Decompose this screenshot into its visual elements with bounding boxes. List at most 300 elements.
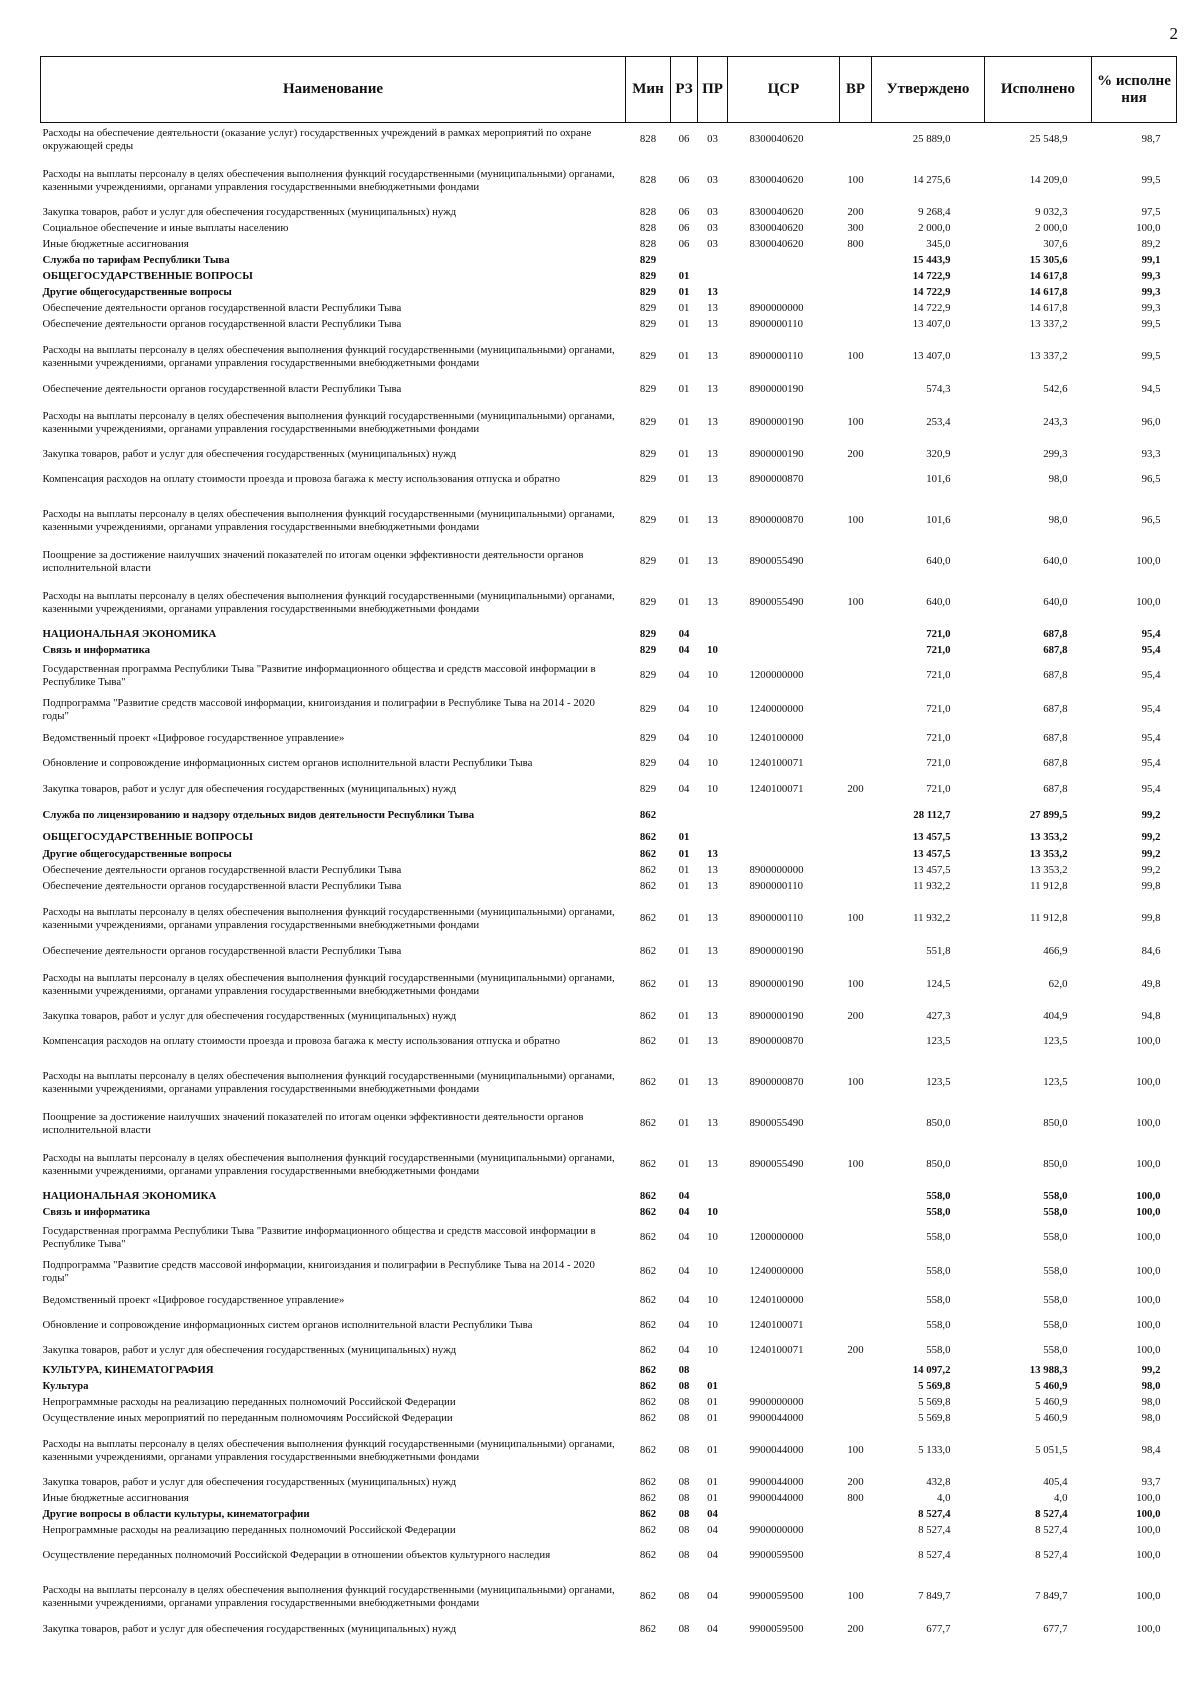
cell-approved: 2 000,0 [918, 222, 951, 234]
cell-min: 828 [639, 206, 657, 218]
cell-approved: 721,0 [926, 732, 951, 744]
cell-rz: 01 [678, 350, 690, 362]
cell-name: Другие общегосударственные вопросы [42, 286, 232, 298]
cell-min: 862 [639, 1508, 657, 1520]
cell-vr: 100 [847, 416, 864, 428]
cell-approved: 558,0 [926, 1206, 951, 1218]
cell-pr: 13 [707, 514, 718, 526]
cell-executed: 687,8 [1043, 732, 1068, 744]
cell-executed: 2 000,0 [1035, 222, 1068, 234]
cell-name: Обеспечение деятельности органов государственной власти Республики Тыва [42, 302, 402, 314]
cell-name: Расходы на выплаты персоналу в целях обеспечения выполнения функций государственными (муниципальными) органами, казенными учреждениями, органами управления государственными внебюджетными фондами [42, 1151, 615, 1177]
cell-name: Другие общегосударственные вопросы [42, 848, 232, 860]
cell-percent: 100,0 [1136, 555, 1161, 567]
cell-vr: 300 [847, 222, 864, 234]
cell-approved: 320,9 [926, 448, 951, 460]
cell-rz: 08 [678, 1623, 690, 1635]
cell-pr: 13 [707, 978, 718, 990]
cell-name: Закупка товаров, работ и услуг для обеспечения государственных (муниципальных) нужд [42, 1476, 457, 1488]
cell-executed: 558,0 [1043, 1344, 1068, 1356]
cell-percent: 95,4 [1141, 757, 1161, 769]
cell-percent: 93,3 [1141, 448, 1161, 460]
cell-rz: 01 [678, 912, 690, 924]
cell-rz: 01 [678, 945, 690, 957]
cell-csr: 8900000870 [749, 1035, 804, 1047]
table-row [41, 879, 1177, 895]
cell-vr [840, 659, 872, 693]
table-row [41, 579, 1177, 627]
cell-approved: 4,0 [937, 1492, 951, 1504]
cell-executed: 15 305,6 [1029, 254, 1068, 266]
cell-rz: 06 [678, 222, 690, 234]
cell-name: Обеспечение деятельности органов государственной власти Республики Тыва [42, 945, 402, 957]
cell-name: Расходы на выплаты персоналу в целях обеспечения выполнения функций государственными (муниципальными) органами, казенными учреждениями, органами управления государственными внебюджетными фондами [42, 589, 615, 615]
cell-min: 862 [639, 1035, 657, 1047]
cell-csr: 8900055490 [749, 596, 804, 608]
cell-csr: 8900000110 [749, 912, 804, 924]
cell-executed: 8 527,4 [1035, 1549, 1068, 1561]
cell-name: КУЛЬТУРА, КИНЕМАТОГРАФИЯ [42, 1364, 214, 1376]
cell-vr [840, 1411, 872, 1427]
cell-executed: 687,8 [1043, 628, 1068, 640]
table-row [41, 1363, 1177, 1379]
cell-name: Закупка товаров, работ и услуг для обеспечения государственных (муниципальных) нужд [42, 1623, 457, 1635]
cell-approved: 13 457,5 [912, 848, 951, 860]
cell-executed: 8 527,4 [1035, 1524, 1068, 1536]
cell-approved: 123,5 [926, 1035, 951, 1047]
cell-min: 862 [639, 831, 657, 843]
table-row [41, 317, 1177, 333]
cell-approved: 5 569,8 [918, 1380, 951, 1392]
cell-rz: 04 [678, 1231, 690, 1243]
cell-executed: 5 460,9 [1035, 1380, 1068, 1392]
cell-pr: 10 [707, 757, 718, 769]
cell-rz: 04 [678, 703, 690, 715]
cell-vr [840, 1289, 872, 1313]
cell-name: Непрограммные расходы на реализацию переданных полномочий Российской Федерации [42, 1524, 456, 1536]
cell-min: 862 [639, 880, 657, 892]
cell-min: 829 [639, 350, 657, 362]
cell-csr: 8900055490 [749, 555, 804, 567]
cell-csr: 1240100000 [749, 732, 804, 744]
cell-vr [840, 1313, 872, 1339]
cell-executed: 62,0 [1048, 978, 1068, 990]
cell-csr [728, 627, 840, 643]
cell-executed: 404,9 [1043, 1010, 1068, 1022]
table-row [41, 1491, 1177, 1507]
cell-vr [840, 879, 872, 895]
cell-min: 829 [639, 270, 657, 282]
cell-percent: 99,2 [1141, 831, 1161, 843]
table-row [41, 399, 1177, 447]
cell-csr: 8900000870 [749, 514, 804, 526]
cell-name: Расходы на выплаты персоналу в целях обеспечения выполнения функций государственными (муниципальными) органами, казенными учреждениями, органами управления государственными внебюджетными фондами [42, 343, 615, 369]
table-row [41, 727, 1177, 751]
cell-percent: 99,5 [1141, 318, 1161, 330]
cell-percent: 100,0 [1136, 1035, 1161, 1047]
cell-vr [840, 643, 872, 659]
cell-approved: 850,0 [926, 1158, 951, 1170]
cell-executed: 558,0 [1043, 1231, 1068, 1243]
cell-pr [698, 829, 728, 847]
cell-executed: 13 337,2 [1029, 318, 1068, 330]
cell-min: 829 [639, 254, 657, 266]
cell-csr: 9900059500 [749, 1590, 804, 1602]
table-row [41, 301, 1177, 317]
cell-name: ОБЩЕГОСУДАРСТВЕННЫЕ ВОПРОСЫ [42, 270, 253, 282]
cell-csr: 9900044000 [749, 1476, 804, 1488]
cell-csr: 8900000190 [749, 1010, 804, 1022]
header-executed: Исполнено [985, 57, 1092, 123]
cell-csr: 1240100071 [749, 1319, 804, 1331]
cell-executed: 123,5 [1043, 1076, 1068, 1088]
cell-name: Другие вопросы в области культуры, кинематографии [42, 1508, 310, 1520]
cell-min: 829 [639, 783, 657, 795]
cell-approved: 8 527,4 [918, 1524, 951, 1536]
cell-approved: 11 932,2 [913, 912, 951, 924]
cell-min: 862 [639, 1444, 657, 1456]
cell-min: 862 [639, 978, 657, 990]
table-row [41, 285, 1177, 301]
cell-pr: 04 [707, 1524, 718, 1536]
cell-vr: 100 [847, 174, 864, 186]
cell-vr: 200 [847, 1623, 864, 1635]
cell-executed: 98,0 [1048, 514, 1068, 526]
cell-pr: 03 [707, 133, 718, 146]
cell-rz: 01 [678, 448, 690, 460]
cell-csr: 1240000000 [749, 703, 804, 715]
table-row [41, 497, 1177, 545]
cell-percent: 99,2 [1141, 848, 1161, 860]
cell-pr: 01 [707, 1412, 718, 1424]
table-row [41, 895, 1177, 943]
cell-approved: 721,0 [926, 628, 951, 640]
table-row [41, 1523, 1177, 1539]
cell-executed: 5 460,9 [1035, 1396, 1068, 1408]
cell-approved: 558,0 [926, 1319, 951, 1331]
cell-csr: 9900059500 [749, 1623, 804, 1635]
cell-approved: 123,5 [926, 1076, 951, 1088]
cell-percent: 100,0 [1136, 1190, 1161, 1202]
cell-executed: 850,0 [1043, 1158, 1068, 1170]
table-row [41, 1427, 1177, 1475]
cell-name: Обновление и сопровождение информационных систем органов исполнительной власти Республики Тыва [42, 757, 533, 769]
cell-vr [840, 1539, 872, 1573]
cell-approved: 101,6 [926, 473, 951, 485]
cell-pr: 10 [707, 1294, 718, 1306]
cell-rz: 08 [678, 1549, 690, 1561]
cell-pr: 10 [707, 1206, 718, 1218]
cell-pr: 13 [707, 473, 718, 485]
cell-name: Расходы на обеспечение деятельности (оказание услуг) государственных учреждений в рамках мероприятий по охране окружающей среды [42, 126, 592, 152]
cell-pr: 01 [707, 1396, 718, 1408]
cell-csr: 9900044000 [749, 1444, 804, 1456]
cell-vr [840, 1189, 872, 1205]
table-row [41, 1255, 1177, 1289]
table-row [41, 237, 1177, 253]
cell-vr [840, 727, 872, 751]
cell-name: Подпрограмма "Развитие средств массовой информации, книгоиздания и полиграфии в Республике Тыва на 2014 - 2020 годы" [42, 696, 595, 722]
cell-percent: 100,0 [1136, 1076, 1161, 1088]
cell-approved: 558,0 [926, 1231, 951, 1243]
cell-executed: 558,0 [1043, 1206, 1068, 1218]
cell-rz: 01 [678, 978, 690, 990]
cell-csr: 1240100000 [749, 1294, 804, 1306]
table-row [41, 1475, 1177, 1491]
cell-approved: 432,8 [926, 1476, 951, 1488]
cell-approved: 558,0 [926, 1294, 951, 1306]
cell-percent: 96,5 [1141, 473, 1161, 485]
cell-approved: 721,0 [926, 644, 951, 656]
cell-executed: 558,0 [1043, 1294, 1068, 1306]
cell-min: 862 [639, 1524, 657, 1536]
cell-executed: 7 849,7 [1035, 1590, 1068, 1602]
table-row [41, 943, 1177, 961]
cell-executed: 687,8 [1043, 783, 1068, 795]
cell-pr: 13 [707, 912, 718, 924]
cell-csr: 8900000190 [749, 978, 804, 990]
budget-execution-table [40, 56, 1177, 1639]
cell-rz: 04 [678, 757, 690, 769]
cell-vr [840, 463, 872, 497]
cell-executed: 466,9 [1043, 945, 1068, 957]
cell-csr: 1240100071 [749, 1344, 804, 1356]
cell-min: 862 [639, 1319, 657, 1331]
cell-rz: 01 [678, 1158, 690, 1170]
cell-pr: 04 [707, 1508, 718, 1520]
cell-min: 829 [639, 448, 657, 460]
cell-approved: 558,0 [926, 1190, 951, 1202]
cell-rz: 01 [678, 473, 690, 485]
cell-percent: 89,2 [1141, 238, 1161, 250]
cell-rz: 01 [678, 302, 690, 314]
cell-name: Расходы на выплаты персоналу в целях обеспечения выполнения функций государственными (муниципальными) органами, казенными учреждениями, органами управления государственными внебюджетными фондами [42, 1583, 615, 1609]
cell-percent: 99,2 [1141, 809, 1161, 821]
cell-name: Поощрение за достижение наилучших значений показателей по итогам оценки эффективности деятельности органов исполнительной власти [42, 1110, 584, 1136]
cell-min: 862 [639, 1380, 657, 1392]
cell-vr [840, 1507, 872, 1523]
cell-rz: 08 [678, 1524, 690, 1536]
cell-pr: 01 [707, 1492, 718, 1504]
cell-percent: 95,4 [1141, 783, 1161, 795]
cell-csr [728, 643, 840, 659]
cell-pr: 13 [707, 848, 718, 860]
cell-name: Расходы на выплаты персоналу в целях обеспечения выполнения функций государственными (муниципальными) органами, казенными учреждениями, органами управления государственными внебюджетными фондами [42, 1437, 615, 1463]
cell-pr: 10 [707, 703, 718, 715]
cell-rz: 08 [678, 1492, 690, 1504]
cell-pr: 13 [707, 555, 718, 567]
cell-vr: 100 [847, 350, 864, 362]
cell-name: Закупка товаров, работ и услуг для обеспечения государственных (муниципальных) нужд [42, 1010, 457, 1022]
cell-percent: 96,0 [1141, 416, 1161, 428]
cell-name: Поощрение за достижение наилучших значений показателей по итогам оценки эффективности деятельности органов исполнительной власти [42, 548, 584, 574]
cell-min: 862 [639, 864, 657, 876]
cell-approved: 124,5 [926, 978, 951, 990]
cell-min: 862 [639, 1590, 657, 1602]
cell-name: Обеспечение деятельности органов государственной власти Республики Тыва [42, 864, 402, 876]
cell-csr: 8300040620 [749, 174, 804, 186]
cell-min: 862 [639, 848, 657, 860]
table-row [41, 829, 1177, 847]
cell-approved: 11 932,2 [913, 880, 951, 892]
cell-approved: 9 268,4 [918, 206, 951, 218]
cell-min: 829 [639, 732, 657, 744]
cell-approved: 551,8 [926, 945, 951, 957]
cell-pr: 13 [707, 1010, 718, 1022]
cell-pr: 03 [707, 206, 718, 218]
cell-name: Закупка товаров, работ и услуг для обеспечения государственных (муниципальных) нужд [42, 1344, 457, 1356]
cell-pr: 13 [707, 945, 718, 957]
cell-vr [840, 847, 872, 863]
cell-min: 862 [639, 1364, 657, 1376]
cell-approved: 427,3 [926, 1010, 951, 1022]
cell-min: 862 [639, 1476, 657, 1488]
cell-executed: 27 899,5 [1029, 809, 1068, 821]
cell-executed: 13 353,2 [1029, 848, 1068, 860]
cell-vr [840, 301, 872, 317]
cell-min: 828 [639, 238, 657, 250]
cell-percent: 93,7 [1141, 1476, 1161, 1488]
table-row [41, 1339, 1177, 1363]
cell-pr [698, 269, 728, 285]
cell-rz: 04 [678, 1190, 690, 1202]
cell-pr [698, 1189, 728, 1205]
cell-rz: 01 [678, 270, 690, 282]
cell-vr [840, 317, 872, 333]
cell-rz: 04 [678, 669, 690, 681]
cell-vr: 100 [847, 1444, 864, 1456]
cell-approved: 5 133,0 [918, 1444, 951, 1456]
cell-name: Закупка товаров, работ и услуг для обеспечения государственных (муниципальных) нужд [42, 783, 457, 795]
cell-min: 829 [639, 383, 657, 395]
cell-percent: 99,5 [1141, 350, 1161, 362]
cell-name: Расходы на выплаты персоналу в целях обеспечения выполнения функций государственными (муниципальными) органами, казенными учреждениями, органами управления государственными внебюджетными фондами [42, 905, 615, 931]
cell-approved: 640,0 [926, 596, 951, 608]
cell-csr [728, 1363, 840, 1379]
cell-csr: 9900044000 [749, 1412, 804, 1424]
cell-name: Компенсация расходов на оплату стоимости проезда и провоза багажа к месту использования отпуска и обратно [42, 1035, 560, 1047]
cell-executed: 13 353,2 [1029, 831, 1068, 843]
cell-pr: 13 [707, 1076, 718, 1088]
cell-csr: 1240100071 [749, 783, 804, 795]
cell-rz: 06 [678, 133, 690, 146]
table-row [41, 1009, 1177, 1025]
cell-percent: 95,4 [1141, 669, 1161, 681]
cell-csr [728, 269, 840, 285]
cell-vr: 200 [847, 783, 864, 795]
cell-percent: 100,0 [1136, 1206, 1161, 1218]
table-row [41, 1395, 1177, 1411]
cell-percent: 99,3 [1141, 302, 1161, 314]
table-row [41, 1221, 1177, 1255]
cell-pr: 10 [707, 1231, 718, 1243]
cell-executed: 123,5 [1043, 1035, 1068, 1047]
cell-vr [840, 863, 872, 879]
table-row [41, 777, 1177, 803]
cell-vr: 200 [847, 448, 864, 460]
cell-executed: 14 617,8 [1029, 286, 1068, 298]
cell-executed: 13 337,2 [1029, 350, 1068, 362]
cell-name: Подпрограмма "Развитие средств массовой информации, книгоиздания и полиграфии в Республике Тыва на 2014 - 2020 годы" [42, 1258, 595, 1284]
cell-rz: 01 [678, 318, 690, 330]
cell-min: 829 [639, 473, 657, 485]
table-row [41, 693, 1177, 727]
cell-csr [728, 1507, 840, 1523]
cell-pr: 13 [707, 286, 718, 298]
header-approved: Утверждено [872, 57, 985, 123]
cell-approved: 13 407,0 [912, 350, 951, 362]
cell-name: Обновление и сопровождение информационных систем органов исполнительной власти Республики Тыва [42, 1319, 533, 1331]
cell-vr [840, 627, 872, 643]
cell-vr [840, 1523, 872, 1539]
cell-approved: 721,0 [926, 703, 951, 715]
cell-csr: 8900000000 [749, 864, 804, 876]
cell-executed: 14 617,8 [1029, 302, 1068, 314]
cell-rz: 04 [678, 1206, 690, 1218]
cell-rz: 08 [678, 1590, 690, 1602]
cell-approved: 14 275,6 [912, 174, 951, 186]
cell-pr: 10 [707, 1319, 718, 1331]
cell-min: 862 [639, 1231, 657, 1243]
cell-executed: 405,4 [1043, 1476, 1068, 1488]
cell-min: 829 [639, 628, 657, 640]
cell-approved: 7 849,7 [918, 1590, 951, 1602]
cell-pr: 03 [707, 238, 718, 250]
cell-percent: 100,0 [1136, 1492, 1161, 1504]
cell-min: 829 [639, 703, 657, 715]
cell-min: 862 [639, 912, 657, 924]
cell-vr: 100 [847, 912, 864, 924]
cell-vr [840, 693, 872, 727]
cell-vr [840, 1205, 872, 1221]
cell-percent: 95,4 [1141, 703, 1161, 715]
cell-percent: 98,7 [1141, 133, 1161, 146]
header-csr: ЦСР [728, 57, 840, 123]
cell-pr [698, 803, 728, 829]
cell-approved: 721,0 [926, 757, 951, 769]
cell-approved: 253,4 [926, 416, 951, 428]
cell-name: Иные бюджетные ассигнования [42, 238, 189, 250]
cell-name: Обеспечение деятельности органов государственной власти Республики Тыва [42, 318, 402, 330]
cell-executed: 299,3 [1043, 448, 1068, 460]
cell-name: Осуществление переданных полномочий Российской Федерации в отношении объектов культурного наследия [42, 1549, 551, 1561]
cell-pr: 03 [707, 222, 718, 234]
table-row [41, 643, 1177, 659]
table-row [41, 1107, 1177, 1141]
cell-min: 862 [639, 1158, 657, 1170]
cell-min: 862 [639, 1206, 657, 1218]
header-vr: ВР [840, 57, 872, 123]
cell-percent: 99,2 [1141, 1364, 1161, 1376]
cell-pr: 04 [707, 1549, 718, 1561]
cell-executed: 14 617,8 [1029, 270, 1068, 282]
cell-name: Связь и информатика [42, 1206, 151, 1218]
cell-csr: 1200000000 [749, 669, 804, 681]
cell-percent: 95,4 [1141, 732, 1161, 744]
table-row [41, 1313, 1177, 1339]
cell-vr [840, 1395, 872, 1411]
cell-executed: 98,0 [1048, 473, 1068, 485]
cell-executed: 558,0 [1043, 1265, 1068, 1277]
cell-rz: 01 [678, 555, 690, 567]
cell-name: НАЦИОНАЛЬНАЯ ЭКОНОМИКА [42, 1190, 217, 1202]
cell-vr [840, 545, 872, 579]
cell-min: 828 [639, 133, 657, 146]
cell-vr [840, 829, 872, 847]
table-row [41, 1141, 1177, 1189]
cell-min: 862 [639, 1549, 657, 1561]
cell-approved: 850,0 [926, 1117, 951, 1129]
